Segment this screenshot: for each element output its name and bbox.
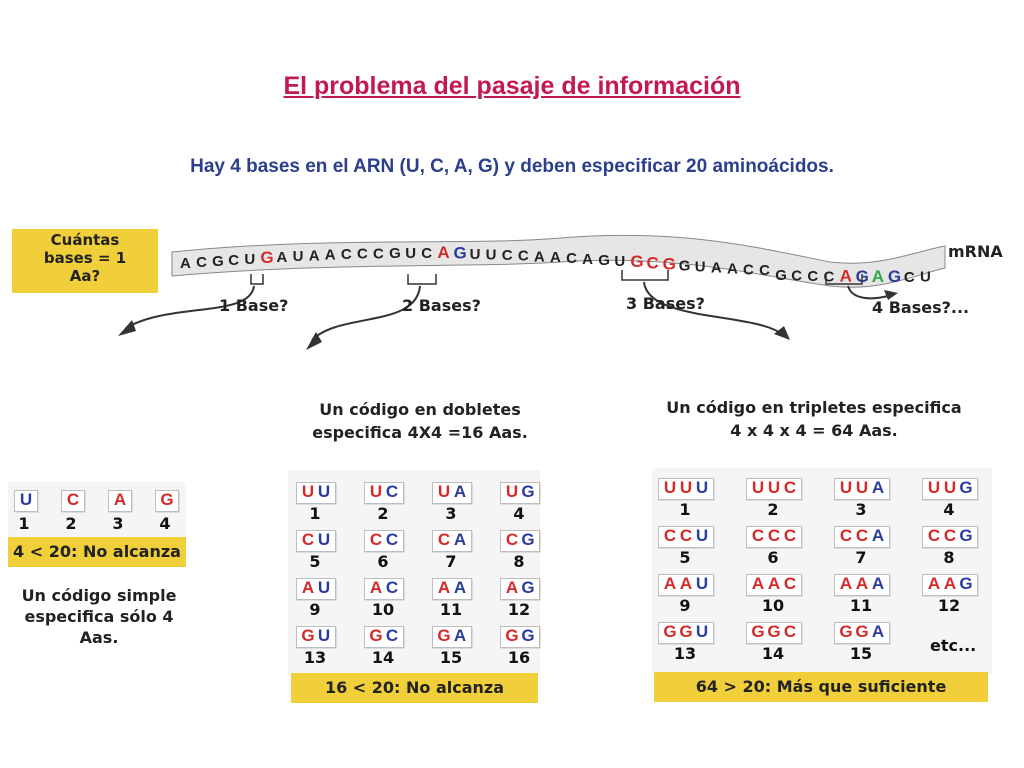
- base-letter: C: [385, 626, 399, 645]
- codon-tile: [296, 626, 336, 648]
- base-letter: C: [385, 578, 399, 597]
- base-letter: C: [855, 526, 869, 545]
- codon-tile: [746, 574, 802, 596]
- base-letter: G: [521, 578, 535, 597]
- base-letter: A: [663, 574, 677, 593]
- codon-tile: [746, 622, 802, 644]
- singlet-result: 4 < 20: No alcanza: [8, 537, 186, 567]
- codon-tile: [746, 526, 802, 548]
- codon-number: 6: [767, 548, 779, 567]
- mrna-base: A: [839, 266, 852, 286]
- codon-number: 3: [855, 500, 867, 519]
- triplet-etc: etc...: [930, 636, 977, 655]
- base-number: 3: [112, 514, 124, 533]
- base-letter: G: [437, 626, 451, 645]
- codon-number: 1: [309, 504, 321, 523]
- base-letter: U: [317, 482, 331, 501]
- page-subtitle: Hay 4 bases en el ARN (U, C, A, G) y deben especificar 20 aminoácidos.: [190, 156, 834, 177]
- mrna-base: G: [260, 247, 274, 267]
- bracket-2: [408, 274, 436, 284]
- mrna-base: C: [807, 268, 819, 286]
- base-letter: G: [959, 526, 973, 545]
- base-letter: G: [663, 622, 677, 641]
- base-letter: A: [871, 574, 885, 593]
- codon-tile: [432, 578, 472, 600]
- codon-number: 13: [673, 644, 697, 663]
- mrna-base: C: [228, 251, 240, 269]
- mrna-base: C: [340, 246, 352, 264]
- base-letter: U: [751, 478, 765, 497]
- base-letter: A: [301, 578, 315, 597]
- mrna-base: C: [743, 261, 754, 279]
- codon-tile: [500, 482, 540, 504]
- base-number: 4: [159, 514, 171, 533]
- base-tile: [108, 490, 132, 512]
- codon-tile: [922, 526, 978, 548]
- mrna-label: mRNA: [948, 242, 1003, 261]
- base-letter: A: [855, 574, 869, 593]
- mrna-base: C: [759, 262, 770, 280]
- base-letter: U: [695, 574, 709, 593]
- base-letter: G: [767, 622, 781, 641]
- mrna-base: A: [180, 255, 191, 272]
- base-letter: A: [369, 578, 383, 597]
- mrna-base: U: [405, 245, 417, 263]
- codon-number: 12: [507, 600, 531, 619]
- mrna-base: U: [920, 268, 931, 286]
- doublet-title-line: especifica 4X4 =16 Aas.: [312, 423, 528, 442]
- codon-tile: [296, 530, 336, 552]
- question-line: bases = 1: [43, 249, 127, 267]
- base-letter: C: [679, 526, 693, 545]
- codon-tile: [432, 530, 472, 552]
- base-letter: A: [113, 490, 127, 509]
- codon-number: 4: [513, 504, 525, 523]
- page-title: El problema del pasaje de información: [283, 72, 741, 100]
- base-letter: A: [943, 574, 957, 593]
- triplet-title-line: 4 x 4 x 4 = 64 Aas.: [730, 421, 898, 440]
- codon-tile: [364, 578, 404, 600]
- base-letter: G: [959, 574, 973, 593]
- base-letter: A: [871, 478, 885, 497]
- codon-number: 7: [445, 552, 457, 571]
- codon-tile: [364, 530, 404, 552]
- base-letter: U: [695, 622, 709, 641]
- question-line: Aa?: [69, 267, 101, 285]
- codon-tile: [922, 478, 978, 500]
- base-letter: A: [453, 482, 467, 501]
- base-letter: C: [927, 526, 941, 545]
- base-letter: A: [505, 578, 519, 597]
- base-letter: A: [871, 622, 885, 641]
- base-letter: C: [943, 526, 957, 545]
- mrna-base: G: [212, 252, 224, 270]
- codon-number: 5: [309, 552, 321, 571]
- mrna-base: A: [533, 248, 545, 266]
- mrna-base: A: [871, 266, 885, 286]
- caption-line: Aas.: [79, 628, 119, 647]
- codon-number: 10: [761, 596, 785, 615]
- codon-tile: [658, 478, 714, 500]
- mrna-base: G: [887, 266, 902, 286]
- codon-number: 14: [761, 644, 785, 663]
- base-letter: G: [855, 622, 869, 641]
- base-letter: C: [505, 530, 519, 549]
- mrna-base: C: [501, 246, 513, 264]
- triplet-title: [636, 396, 992, 442]
- mrna-base: U: [485, 246, 497, 264]
- codon-number: 2: [767, 500, 779, 519]
- mrna-base: G: [855, 266, 869, 286]
- codon-tile: [834, 478, 890, 500]
- base-letter: A: [871, 526, 885, 545]
- base-letter: C: [369, 530, 383, 549]
- base-number: 2: [65, 514, 77, 533]
- base-letter: A: [767, 574, 781, 593]
- base-letter: C: [767, 526, 781, 545]
- base-letter: C: [783, 478, 797, 497]
- base-letter: G: [505, 626, 519, 645]
- base-letter: U: [19, 490, 33, 509]
- mrna-base: A: [324, 246, 336, 264]
- base-tile: [155, 490, 179, 512]
- mrna-base: C: [791, 267, 803, 285]
- codon-tile: [432, 482, 472, 504]
- codon-tile: [364, 482, 404, 504]
- base-letter: U: [437, 482, 451, 501]
- codon-tile: [432, 626, 472, 648]
- mrna-base: C: [903, 268, 915, 286]
- codon-number: 13: [303, 648, 327, 667]
- base-tile: [14, 490, 38, 512]
- codon-number: 11: [439, 600, 463, 619]
- base-letter: U: [505, 482, 519, 501]
- mrna-base: A: [726, 260, 738, 278]
- base-letter: U: [943, 478, 957, 497]
- arrow-3-head: [774, 326, 790, 340]
- question-4-bases: 4 Bases?...: [872, 298, 970, 317]
- mrna-base: C: [566, 250, 577, 268]
- question-1-base: 1 Base?: [219, 296, 289, 315]
- base-letter: C: [783, 574, 797, 593]
- codon-number: 16: [507, 648, 531, 667]
- codon-number: 15: [849, 644, 873, 663]
- base-letter: G: [521, 482, 535, 501]
- codon-number: 8: [513, 552, 525, 571]
- mrna-base: C: [196, 253, 207, 271]
- mrna-base: G: [775, 266, 787, 284]
- base-letter: G: [301, 626, 315, 645]
- codon-tile: [500, 626, 540, 648]
- base-letter: C: [66, 490, 80, 509]
- base-letter: U: [839, 478, 853, 497]
- codon-tile: [658, 526, 714, 548]
- codon-number: 1: [679, 500, 691, 519]
- base-letter: A: [751, 574, 765, 593]
- mrna-base: C: [421, 245, 433, 263]
- base-tile: [61, 490, 85, 512]
- base-letter: U: [695, 478, 709, 497]
- base-letter: A: [437, 578, 451, 597]
- codon-number: 4: [943, 500, 955, 519]
- arrow-1-head: [118, 320, 136, 336]
- codon-tile: [296, 482, 336, 504]
- base-letter: G: [839, 622, 853, 641]
- codon-tile: [834, 622, 890, 644]
- codon-tile: [364, 626, 404, 648]
- mrna-base: C: [517, 247, 529, 265]
- base-letter: U: [767, 478, 781, 497]
- doublet-title: [282, 398, 558, 444]
- base-letter: C: [783, 622, 797, 641]
- base-letter: U: [317, 530, 331, 549]
- mrna-base: U: [292, 248, 304, 266]
- mrna-base: U: [244, 250, 256, 268]
- base-letter: C: [301, 530, 315, 549]
- codon-number: 11: [849, 596, 873, 615]
- codon-number: 12: [937, 596, 961, 615]
- codon-tile: [746, 478, 802, 500]
- codon-number: 15: [439, 648, 463, 667]
- codon-number: 7: [855, 548, 867, 567]
- mrna-base: G: [598, 252, 610, 270]
- arrow-4: [848, 286, 888, 298]
- mrna-base: A: [437, 243, 450, 263]
- mrna-base: C: [646, 253, 659, 273]
- caption-line: Un código simple: [21, 586, 177, 605]
- singlet-caption: [10, 585, 188, 648]
- base-letter: A: [453, 530, 467, 549]
- base-letter: A: [839, 574, 853, 593]
- codon-tile: [834, 574, 890, 596]
- mrna-base: G: [453, 243, 467, 263]
- mrna-base: U: [469, 245, 481, 263]
- base-letter: A: [679, 574, 693, 593]
- codon-tile: [922, 574, 978, 596]
- base-letter: U: [695, 526, 709, 545]
- codon-number: 9: [309, 600, 321, 619]
- codon-tile: [500, 578, 540, 600]
- base-letter: G: [521, 626, 535, 645]
- codon-number: 14: [371, 648, 395, 667]
- base-letter: C: [385, 482, 399, 501]
- doublet-title-line: Un código en dobletes: [319, 400, 521, 419]
- mrna-base: G: [389, 245, 401, 263]
- mrna-base: A: [710, 259, 722, 277]
- codon-number: 2: [377, 504, 389, 523]
- base-letter: G: [751, 622, 765, 641]
- codon-number: 9: [679, 596, 691, 615]
- codon-number: 3: [445, 504, 457, 523]
- base-letter: U: [317, 626, 331, 645]
- base-letter: C: [663, 526, 677, 545]
- question-2-bases: 2 Bases?: [402, 296, 481, 315]
- doublet-result: 16 < 20: No alcanza: [291, 673, 538, 703]
- question-3-bases: 3 Bases?: [626, 294, 705, 313]
- codon-number: 6: [377, 552, 389, 571]
- triplet-result: 64 > 20: Más que suficiente: [654, 672, 988, 702]
- mrna-diagram: [0, 0, 1024, 360]
- bracket-1: [251, 274, 263, 284]
- base-letter: C: [437, 530, 451, 549]
- mrna-base: G: [630, 252, 644, 272]
- base-letter: C: [751, 526, 765, 545]
- base-letter: U: [927, 478, 941, 497]
- codon-tile: [658, 622, 714, 644]
- mrna-base: C: [356, 245, 368, 263]
- base-letter: G: [959, 478, 973, 497]
- mrna-base: C: [823, 268, 835, 286]
- bracket-3: [622, 270, 668, 280]
- mrna-base: G: [678, 257, 691, 275]
- base-letter: C: [385, 530, 399, 549]
- base-letter: C: [839, 526, 853, 545]
- base-letter: G: [521, 530, 535, 549]
- codon-tile: [500, 530, 540, 552]
- mrna-base: C: [373, 245, 384, 263]
- codon-number: 8: [943, 548, 955, 567]
- base-letter: C: [783, 526, 797, 545]
- base-letter: G: [679, 622, 693, 641]
- base-letter: G: [160, 490, 174, 509]
- base-letter: G: [369, 626, 383, 645]
- mrna-base: U: [614, 253, 626, 271]
- base-letter: A: [453, 578, 467, 597]
- mrna-base: G: [662, 254, 676, 274]
- mrna-base: A: [550, 249, 561, 267]
- question-line: Cuántas: [50, 231, 120, 249]
- codon-tile: [834, 526, 890, 548]
- base-number: 1: [18, 514, 30, 533]
- base-letter: U: [369, 482, 383, 501]
- base-letter: A: [927, 574, 941, 593]
- codon-number: 5: [679, 548, 691, 567]
- base-letter: U: [663, 478, 677, 497]
- codon-tile: [296, 578, 336, 600]
- mrna-base: A: [582, 251, 594, 269]
- mrna-base: U: [694, 258, 706, 276]
- base-letter: U: [301, 482, 315, 501]
- base-letter: U: [855, 478, 869, 497]
- base-letter: A: [453, 626, 467, 645]
- mrna-base: A: [276, 248, 288, 266]
- base-letter: U: [679, 478, 693, 497]
- base-letter: U: [317, 578, 331, 597]
- triplet-title-line: Un código en tripletes especifica: [666, 398, 962, 417]
- caption-line: especifica sólo 4: [24, 607, 174, 626]
- codon-number: 10: [371, 600, 395, 619]
- codon-tile: [658, 574, 714, 596]
- mrna-base: A: [308, 247, 320, 265]
